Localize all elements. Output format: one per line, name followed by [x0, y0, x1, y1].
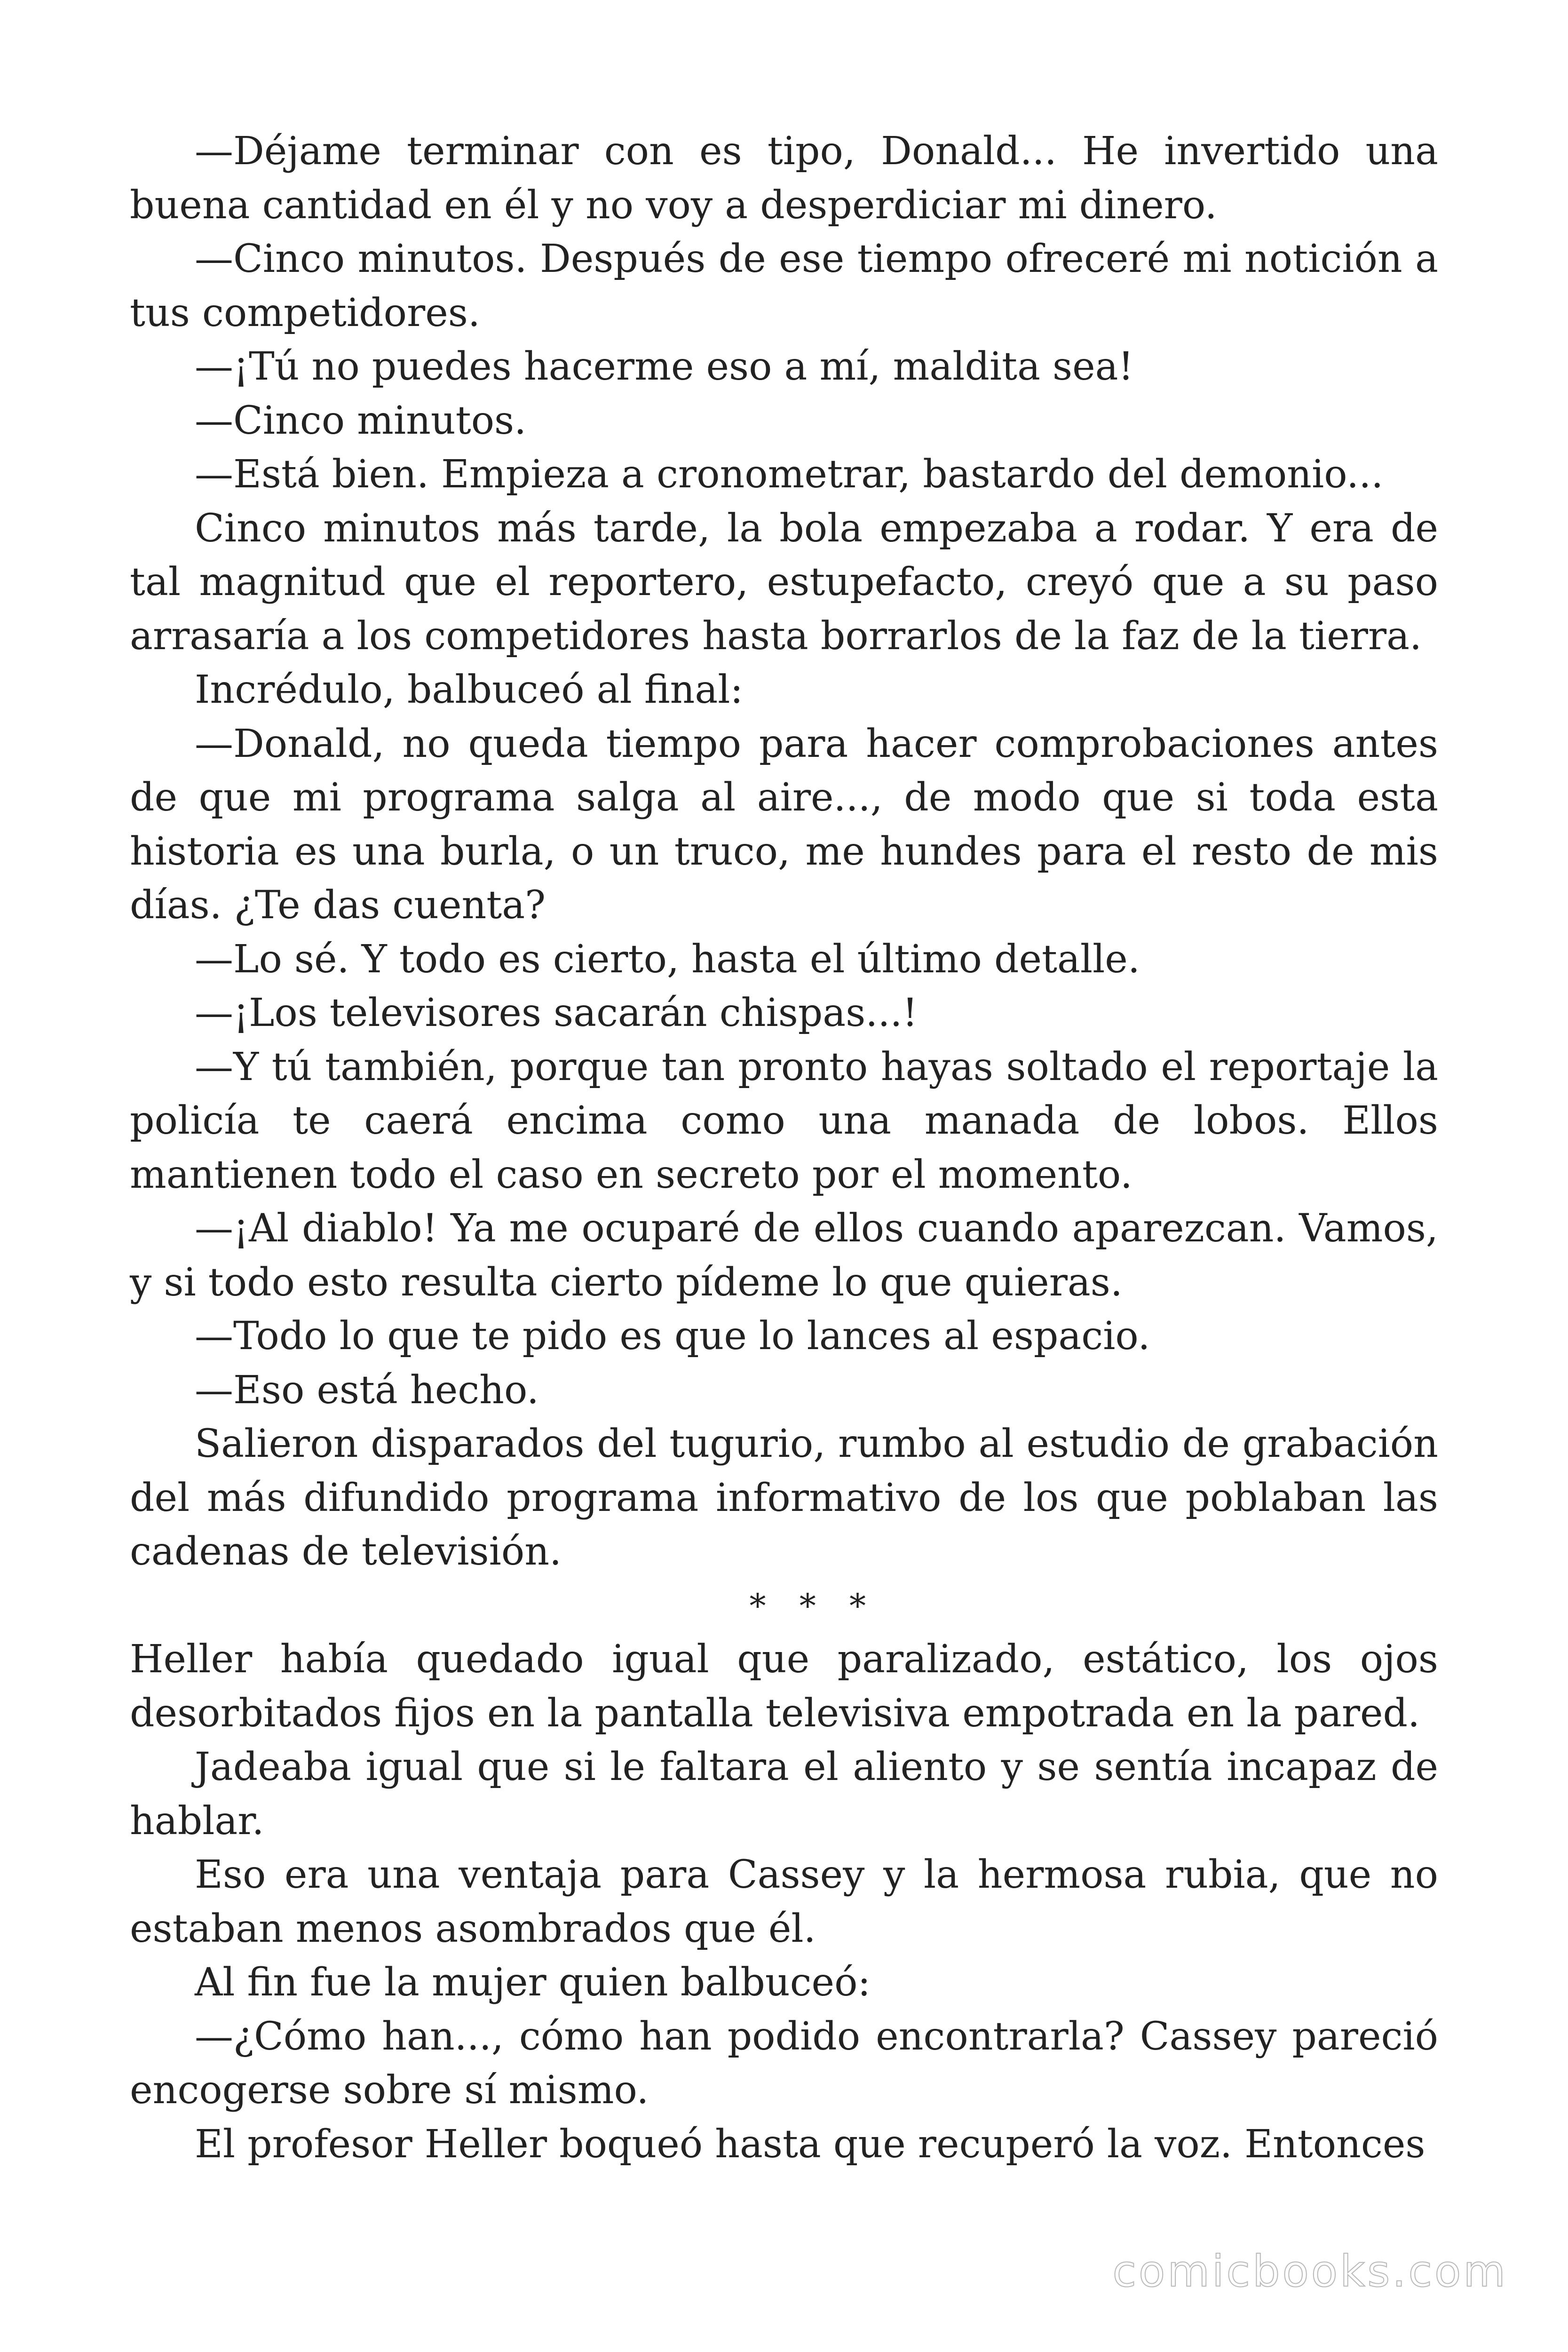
paragraph: —Todo lo que te pido es que lo lances al espacio.	[195, 1314, 1150, 1359]
page-text	[130, 125, 1438, 2171]
paragraph: Incrédulo, balbuceó al final:	[195, 667, 744, 712]
paragraph: Cinco minutos más tarde, la bola empezaba a rodar. Y era de tal magnitud que el reportero, estupefacto, creyó que a su paso arrasaría a los competidores hasta borrarlos de la faz de la tierra.	[130, 506, 1438, 659]
section-separator: * * *	[749, 1586, 878, 1625]
paragraph: —¡Tú no puedes hacerme eso a mí, maldita sea!	[195, 344, 1134, 389]
paragraph: Salieron disparados del tugurio, rumbo al estudio de grabación del más difundido programa informativo de los que poblaban las cadenas de televisión.	[130, 1422, 1438, 1574]
paragraph: —Eso está hecho.	[195, 1367, 539, 1413]
watermark: comicbooks.com	[1112, 2246, 1508, 2296]
paragraph: —Está bien. Empieza a cronometrar, bastardo del demonio...	[195, 452, 1384, 497]
paragraph: —Cinco minutos. Después de ese tiempo ofreceré mi notición a tus competidores.	[130, 237, 1438, 335]
paragraph: —Cinco minutos.	[195, 398, 527, 443]
paragraph: —¡Los televisores sacarán chispas...!	[195, 991, 918, 1035]
paragraph: Eso era una ventaja para Cassey y la hermosa rubia, que no estaban menos asombrados que él.	[130, 1852, 1438, 1951]
paragraph: —¡Al diablo! Ya me ocuparé de ellos cuando aparezcan. Vamos, y si todo esto resulta cierto pídeme lo que quieras.	[130, 1206, 1438, 1305]
paragraph: Heller había quedado igual que paralizado, estático, los ojos desorbitados fijos en la pantalla televisiva empotrada en la pared.	[130, 1637, 1438, 1736]
paragraph: —Déjame terminar con es tipo, Donald... He invertido una buena cantidad en él y no voy a desperdiciar mi dinero.	[130, 129, 1438, 228]
paragraph: —Lo sé. Y todo es cierto, hasta el último detalle.	[195, 937, 1140, 982]
paragraph: El profesor Heller boqueó hasta que recuperó la voz. Entonces	[195, 2122, 1425, 2167]
paragraph: —Y tú también, porque tan pronto hayas soltado el reportaje la policía te caerá encima como una manada de lobos. Ellos mantienen todo el caso en secreto por el momento.	[130, 1044, 1438, 1197]
paragraph: Jadeaba igual que si le faltara el aliento y se sentía incapaz de hablar.	[130, 1745, 1438, 1843]
paragraph: —¿Cómo han..., cómo han podido encontrarla? Cassey pareció encogerse sobre sí mismo.	[130, 2014, 1438, 2113]
paragraph: Al fin fue la mujer quien balbuceó:	[195, 1960, 871, 2005]
paragraph: —Donald, no queda tiempo para hacer comprobaciones antes de que mi programa salga al aire..., de modo que si toda esta historia es una burla, o un truco, me hundes para el resto de mis días. ¿Te das cuenta?	[130, 721, 1438, 928]
